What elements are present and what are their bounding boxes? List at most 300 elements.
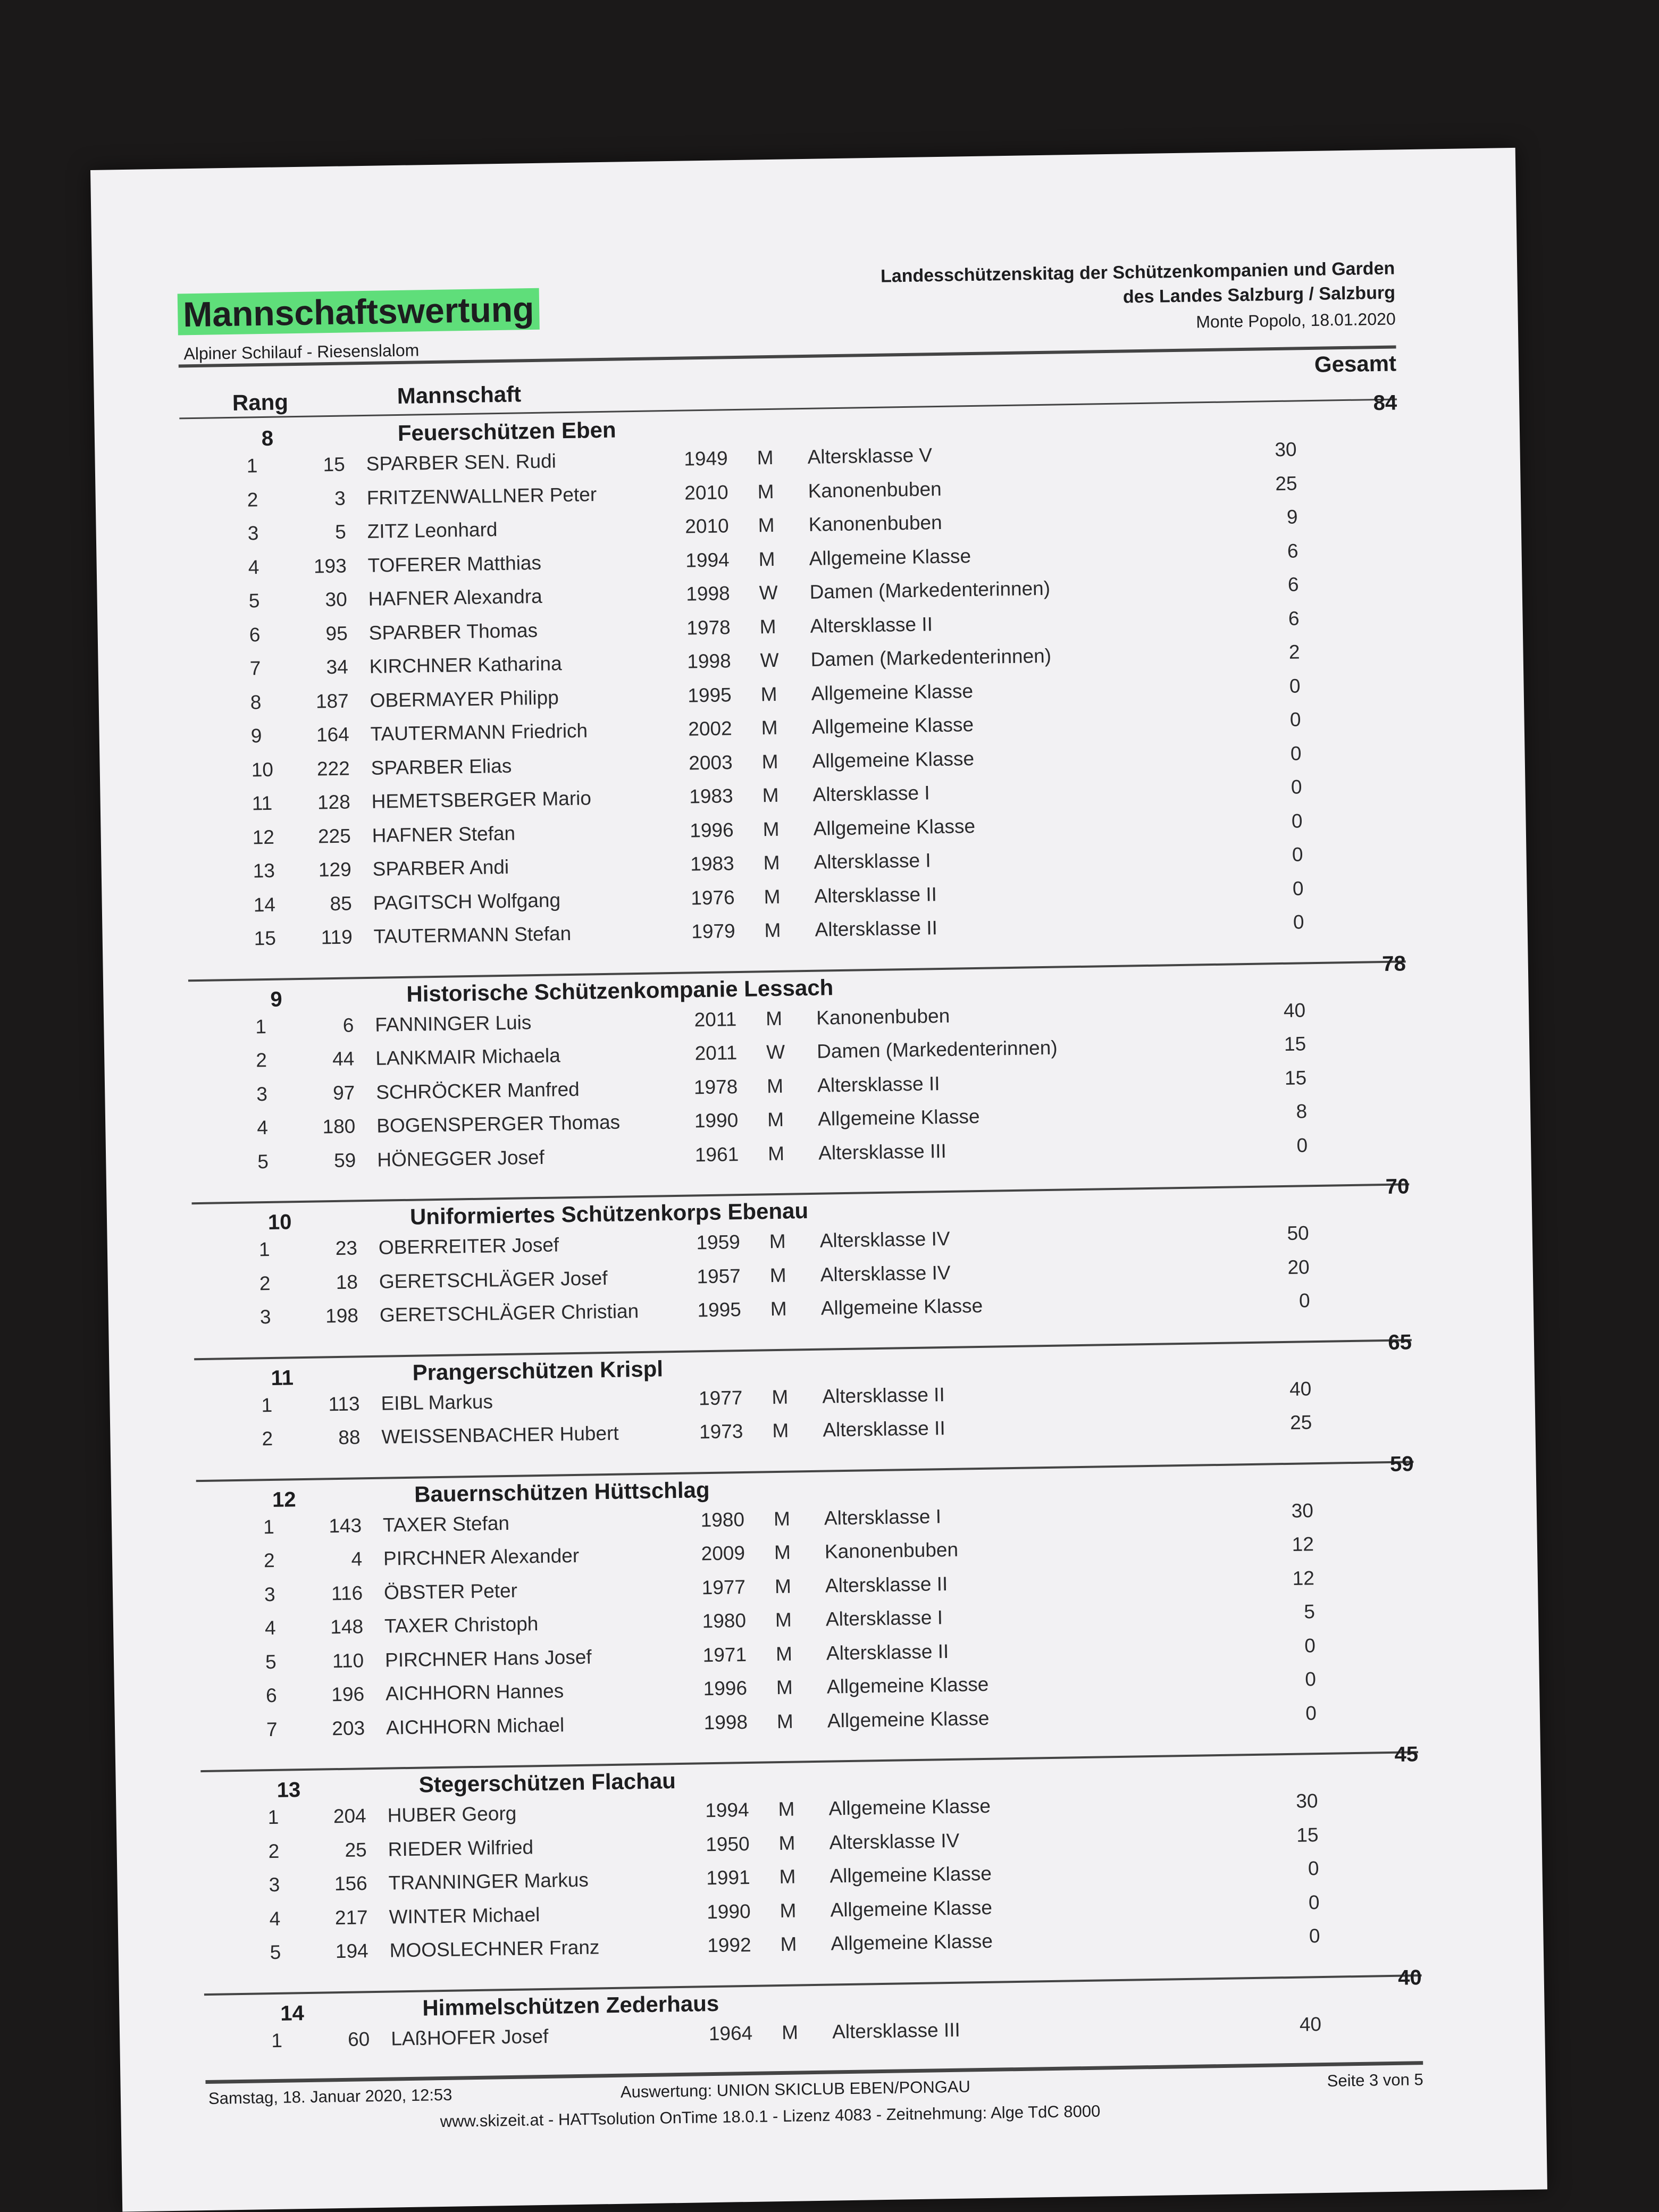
age-class: Allgemeine Klasse — [831, 1930, 993, 1955]
bib: 225 — [317, 824, 351, 847]
team-rank: 9 — [270, 987, 283, 1011]
points: 50 — [1287, 1222, 1309, 1244]
bib: 60 — [347, 2027, 370, 2050]
bib: 116 — [331, 1581, 363, 1604]
place: 2 — [259, 1272, 271, 1294]
birth-year: 1998 — [687, 650, 731, 673]
gender: M — [769, 1230, 786, 1253]
gender: M — [776, 1676, 793, 1699]
bib: 30 — [325, 588, 348, 611]
bib: 4 — [351, 1548, 363, 1570]
place: 5 — [257, 1150, 269, 1172]
age-class: Altersklasse I — [812, 782, 930, 806]
athlete-name: EIBL Markus — [381, 1390, 493, 1414]
gender: M — [767, 1108, 784, 1131]
place: 2 — [262, 1427, 273, 1450]
team-rank: 11 — [271, 1365, 294, 1390]
points: 5 — [1303, 1601, 1316, 1623]
birth-year: 2010 — [684, 481, 728, 504]
place: 2 — [268, 1840, 280, 1862]
points: 40 — [1283, 999, 1306, 1021]
age-class: Damen (Markedenterinnen) — [816, 1036, 1058, 1062]
athlete-name: PAGITSCH Wolfgang — [373, 889, 561, 914]
athlete-name: WEISSENBACHER Hubert — [381, 1422, 619, 1448]
points: 6 — [1287, 539, 1298, 562]
gender: M — [772, 1419, 789, 1442]
gender: M — [775, 1643, 793, 1665]
birth-year: 1991 — [706, 1866, 750, 1889]
team-rank: 8 — [261, 426, 274, 451]
athlete-name: FRITZENWALLNER Peter — [366, 483, 597, 509]
birth-year: 1961 — [694, 1143, 739, 1166]
birth-year: 1971 — [702, 1643, 747, 1666]
place: 1 — [255, 1015, 267, 1037]
bib: 15 — [323, 453, 346, 476]
age-class: Damen (Markedenterinnen) — [809, 577, 1051, 603]
athlete-name: TRANNINGER Markus — [388, 1869, 589, 1894]
place: 13 — [253, 859, 275, 882]
athlete-name: OBERREITER Josef — [378, 1234, 559, 1259]
points: 0 — [1293, 911, 1304, 933]
place: 11 — [252, 792, 273, 815]
age-class: Altersklasse II — [817, 1072, 940, 1096]
age-class: Altersklasse II — [814, 883, 937, 907]
gender: M — [775, 1608, 792, 1631]
points: 8 — [1296, 1100, 1308, 1122]
birth-year: 1959 — [696, 1231, 741, 1254]
birth-year: 1998 — [703, 1711, 748, 1733]
age-class: Kanonenbuben — [824, 1538, 959, 1563]
points: 30 — [1291, 1499, 1314, 1522]
points: 12 — [1292, 1533, 1314, 1555]
team-name: Prangerschützen Krispl — [412, 1355, 664, 1385]
points: 25 — [1275, 472, 1297, 495]
age-class: Allgemeine Klasse — [811, 714, 974, 738]
gender: M — [761, 750, 778, 773]
age-class: Allgemeine Klasse — [817, 1105, 980, 1130]
athlete-name: FANNINGER Luis — [374, 1011, 532, 1036]
bib: 164 — [316, 723, 350, 746]
athlete-name: PIRCHNER Alexander — [383, 1544, 580, 1570]
page-title: Mannschaftswertung — [178, 288, 540, 336]
athlete-name: HEMETSBERGER Mario — [371, 787, 592, 812]
birth-year: 1978 — [686, 616, 731, 639]
place: 5 — [270, 1941, 281, 1964]
birth-year: 1983 — [689, 785, 733, 808]
age-class: Altersklasse II — [822, 1383, 945, 1407]
team-total: 59 — [1389, 1452, 1414, 1476]
gender: M — [774, 1541, 791, 1564]
athlete-name: ZITZ Leonhard — [367, 518, 498, 542]
bib: 222 — [316, 757, 350, 780]
team-name: Himmelschützen Zederhaus — [422, 1990, 719, 2021]
bib: 119 — [321, 926, 353, 949]
team-rank: 13 — [276, 1778, 301, 1802]
place: 2 — [256, 1049, 267, 1071]
age-class: Altersklasse I — [825, 1606, 943, 1630]
age-class: Altersklasse III — [818, 1139, 947, 1164]
place: 1 — [271, 2029, 283, 2051]
column-header-rule — [179, 398, 1397, 419]
athlete-name: ÖBSTER Peter — [383, 1579, 518, 1604]
age-class: Altersklasse II — [815, 917, 938, 941]
points: 0 — [1308, 1891, 1320, 1913]
team-rank: 12 — [272, 1487, 296, 1512]
gender: W — [759, 581, 778, 604]
age-class: Kanonenbuben — [816, 1004, 950, 1029]
event-line-1: Landesschützenskitag der Schützenkompanien und Garden — [880, 258, 1395, 287]
points: 0 — [1304, 1634, 1316, 1656]
place: 5 — [248, 590, 260, 612]
gender: M — [762, 784, 779, 807]
athlete-name: SPARBER Elias — [371, 755, 512, 779]
team-separator — [194, 1339, 1412, 1360]
bib: 128 — [317, 791, 351, 814]
points: 0 — [1292, 877, 1304, 900]
team-rank: 10 — [267, 1210, 292, 1234]
athlete-name: LANKMAIR Michaela — [375, 1044, 561, 1069]
athlete-name: KIRCHNER Katharina — [369, 652, 562, 677]
gender: M — [758, 548, 775, 570]
gender: M — [757, 480, 774, 502]
points: 0 — [1291, 776, 1302, 798]
points: 0 — [1298, 1289, 1310, 1312]
birth-year: 1980 — [700, 1508, 745, 1531]
birth-year: 2011 — [694, 1042, 738, 1065]
footer-evaluation: Auswertung: UNION SKICLUB EBEN/PONGAU — [620, 2077, 971, 2101]
athlete-name: LAßHOFER Josef — [390, 2025, 549, 2050]
bib: 85 — [330, 892, 353, 915]
age-class: Allgemeine Klasse — [820, 1294, 983, 1319]
bib: 198 — [325, 1304, 359, 1327]
place: 5 — [265, 1650, 276, 1673]
footer-page: Seite 3 von 5 — [1327, 2070, 1423, 2090]
age-class: Altersklasse II — [825, 1572, 948, 1597]
athlete-name: OBERMAYER Philipp — [370, 686, 559, 711]
gender: M — [758, 514, 775, 537]
points: 12 — [1292, 1566, 1315, 1589]
birth-year: 1994 — [685, 548, 730, 572]
col-header-rank: Rang — [232, 389, 289, 415]
bib: 148 — [330, 1615, 364, 1638]
bib: 204 — [333, 1805, 366, 1828]
bib: 3 — [334, 487, 346, 509]
gender: M — [761, 716, 778, 739]
points: 6 — [1288, 607, 1300, 630]
place: 1 — [267, 1806, 279, 1829]
age-class: Allgemeine Klasse — [812, 747, 975, 772]
team-rank: 14 — [280, 2001, 305, 2025]
athlete-name: AICHHORN Michael — [386, 1713, 565, 1739]
athlete-name: SPARBER SEN. Rudi — [366, 450, 557, 475]
team-name: Uniformiertes Schützenkorps Ebenau — [409, 1198, 809, 1229]
results-sheet — [90, 148, 1547, 2212]
bib: 180 — [322, 1115, 356, 1138]
birth-year: 1980 — [702, 1609, 747, 1632]
place: 7 — [266, 1718, 278, 1740]
bib: 194 — [335, 1940, 368, 1963]
team-total: 40 — [1397, 1965, 1422, 1990]
birth-year: 2009 — [701, 1541, 745, 1565]
age-class: Allgemeine Klasse — [813, 815, 976, 840]
birth-year: 2011 — [694, 1008, 737, 1030]
birth-year: 1950 — [705, 1832, 750, 1855]
bib: 156 — [334, 1872, 367, 1895]
place: 4 — [248, 556, 259, 578]
gender: M — [763, 818, 780, 840]
bib: 187 — [315, 689, 349, 712]
team-separator — [200, 1751, 1418, 1772]
place: 3 — [269, 1873, 280, 1896]
bib: 95 — [325, 622, 348, 644]
place: 4 — [257, 1116, 269, 1139]
athlete-name: HUBER Georg — [387, 1802, 517, 1826]
age-class: Altersklasse II — [823, 1417, 945, 1441]
gender: M — [781, 2021, 799, 2043]
footer-credits: www.skizeit.at - HATTsolution OnTime 18.0.1 - Lizenz 4083 - Zeitnehmung: Alge TdC 8000 — [440, 2101, 1101, 2131]
bib: 6 — [342, 1013, 354, 1036]
age-class: Altersklasse V — [807, 444, 933, 468]
age-class: Allgemeine Klasse — [826, 1673, 989, 1698]
event-header — [881, 256, 1396, 313]
gender: M — [774, 1575, 792, 1597]
bib: 5 — [334, 521, 347, 543]
points: 0 — [1296, 1134, 1308, 1157]
age-class: Allgemeine Klasse — [811, 680, 974, 705]
gender: M — [776, 1710, 794, 1732]
gender: M — [770, 1297, 787, 1320]
athlete-name: MOOSLECHNER Franz — [389, 1936, 600, 1962]
place: 1 — [246, 455, 258, 477]
gender: M — [778, 1832, 795, 1854]
athlete-name: RIEDER Wilfried — [388, 1836, 534, 1861]
birth-year: 1990 — [706, 1900, 751, 1923]
athlete-name: SPARBER Thomas — [368, 619, 538, 644]
birth-year: 2002 — [688, 717, 732, 740]
points: 0 — [1308, 1857, 1319, 1880]
points: 9 — [1286, 506, 1298, 528]
gender: M — [779, 1865, 796, 1888]
birth-year: 1978 — [693, 1075, 738, 1098]
points: 0 — [1305, 1702, 1317, 1724]
bib: 193 — [313, 555, 347, 577]
gender: M — [769, 1264, 786, 1286]
place: 14 — [253, 893, 276, 916]
place: 7 — [249, 657, 261, 680]
athlete-name: TOFERER Matthias — [367, 551, 542, 576]
athlete-name: HAFNER Alexandra — [368, 585, 542, 610]
age-class: Altersklasse IV — [819, 1227, 950, 1252]
bib: 23 — [335, 1237, 358, 1260]
col-header-team: Mannschaft — [397, 381, 522, 408]
birth-year: 1995 — [697, 1298, 742, 1321]
place: 15 — [254, 927, 276, 950]
birth-year: 1995 — [688, 683, 732, 706]
athlete-name: HAFNER Stefan — [372, 822, 516, 847]
bib: 196 — [331, 1683, 365, 1706]
points: 20 — [1287, 1255, 1310, 1278]
points: 40 — [1299, 2013, 1322, 2035]
place: 3 — [256, 1083, 268, 1105]
points: 0 — [1290, 742, 1302, 765]
bib: 129 — [318, 858, 352, 881]
athlete-name: SPARBER Andi — [372, 856, 509, 880]
gender: M — [765, 1007, 783, 1029]
place: 2 — [263, 1549, 275, 1572]
points: 0 — [1292, 843, 1303, 866]
team-separator — [204, 1974, 1422, 1996]
venue-date: Monte Popolo, 18.01.2020 — [1196, 309, 1396, 332]
birth-year: 1949 — [684, 447, 728, 470]
bib: 143 — [329, 1514, 362, 1537]
birth-year: 1979 — [691, 920, 735, 943]
age-class: Kanonenbuben — [808, 511, 942, 535]
gender: M — [760, 683, 777, 705]
points: 30 — [1295, 1790, 1318, 1812]
bib: 18 — [336, 1270, 358, 1293]
team-separator — [196, 1461, 1414, 1482]
birth-year: 1964 — [708, 2022, 753, 2045]
team-total: 84 — [1373, 391, 1397, 415]
bib: 59 — [333, 1149, 356, 1171]
gender: W — [766, 1041, 785, 1063]
points: 0 — [1289, 674, 1301, 697]
place: 9 — [250, 725, 262, 747]
age-class: Altersklasse II — [810, 613, 933, 637]
place: 8 — [250, 691, 262, 713]
athlete-name: BOGENSPERGER Thomas — [376, 1111, 621, 1137]
place: 1 — [258, 1238, 270, 1261]
age-class: Altersklasse IV — [820, 1261, 951, 1286]
athlete-name: TAUTERMANN Stefan — [373, 922, 572, 948]
birth-year: 1983 — [690, 852, 734, 875]
athlete-name: TAXER Christoph — [384, 1613, 539, 1637]
points: 0 — [1304, 1668, 1317, 1690]
gender: M — [763, 851, 780, 874]
place: 3 — [264, 1583, 276, 1605]
team-total: 70 — [1385, 1175, 1410, 1199]
place: 10 — [251, 758, 274, 781]
birth-year: 1996 — [703, 1677, 748, 1700]
points: 0 — [1289, 708, 1301, 731]
athlete-name: HÖNEGGER Josef — [376, 1146, 545, 1171]
gender: M — [772, 1386, 789, 1408]
points: 2 — [1288, 641, 1300, 663]
points: 15 — [1284, 1066, 1307, 1089]
points: 15 — [1296, 1823, 1319, 1846]
points: 0 — [1309, 1925, 1320, 1947]
place: 1 — [261, 1394, 273, 1416]
team-name: Historische Schützenkompanie Lessach — [406, 974, 834, 1007]
gender: M — [780, 1899, 797, 1922]
age-class: Allgemeine Klasse — [809, 544, 971, 569]
team-total: 65 — [1388, 1330, 1412, 1354]
birth-year: 1976 — [690, 886, 735, 909]
place: 6 — [249, 623, 261, 646]
place: 6 — [265, 1684, 277, 1707]
birth-year: 1957 — [697, 1264, 741, 1287]
bib: 203 — [332, 1716, 365, 1739]
age-class: Allgemeine Klasse — [830, 1896, 993, 1921]
birth-year: 2003 — [689, 751, 733, 774]
athlete-name: GERETSCHLÄGER Christian — [379, 1300, 639, 1326]
athlete-name: TAXER Stefan — [382, 1512, 510, 1536]
birth-year: 1977 — [698, 1386, 743, 1409]
athlete-name: PIRCHNER Hans Josef — [384, 1646, 592, 1671]
age-class: Altersklasse I — [824, 1505, 942, 1529]
team-total: 78 — [1381, 951, 1406, 976]
place: 3 — [259, 1305, 271, 1328]
gender: M — [766, 1075, 784, 1097]
gender: M — [767, 1142, 785, 1164]
place: 3 — [247, 522, 259, 544]
bib: 25 — [345, 1838, 367, 1861]
bib: 97 — [332, 1081, 355, 1104]
place: 4 — [269, 1907, 281, 1930]
col-header-total: Gesamt — [1314, 350, 1397, 377]
athlete-name: WINTER Michael — [389, 1903, 540, 1928]
age-class: Allgemeine Klasse — [827, 1707, 990, 1732]
points: 15 — [1284, 1033, 1306, 1055]
bib: 34 — [326, 656, 349, 678]
points: 0 — [1291, 809, 1303, 832]
team-name: Feuerschützen Eben — [397, 417, 616, 446]
team-name: Stegerschützen Flachau — [418, 1768, 676, 1797]
footer-datetime: Samstag, 18. Januar 2020, 12:53 — [208, 2085, 453, 2108]
age-class: Altersklasse III — [832, 2018, 961, 2043]
gender: M — [764, 885, 781, 908]
bib: 110 — [332, 1649, 364, 1672]
birth-year: 2010 — [685, 515, 729, 538]
place: 1 — [263, 1515, 275, 1538]
age-class: Kanonenbuben — [808, 477, 942, 502]
birth-year: 1994 — [705, 1798, 749, 1822]
gender: M — [759, 615, 776, 638]
points: 30 — [1275, 438, 1297, 461]
age-class: Altersklasse IV — [829, 1829, 960, 1854]
bib: 113 — [328, 1392, 360, 1415]
points: 6 — [1287, 573, 1299, 596]
discipline-subtitle: Alpiner Schilauf - Riesenslalom — [183, 340, 420, 364]
birth-year: 1977 — [701, 1576, 746, 1598]
gender: M — [780, 1933, 797, 1956]
bib: 217 — [334, 1906, 368, 1929]
place: 12 — [252, 826, 275, 848]
bib: 88 — [338, 1426, 361, 1448]
points: 25 — [1289, 1411, 1312, 1434]
place: 2 — [247, 488, 258, 510]
gender: W — [760, 649, 779, 672]
gender: M — [778, 1798, 795, 1821]
age-class: Altersklasse I — [814, 849, 931, 873]
team-total: 45 — [1394, 1742, 1419, 1766]
athlete-name: AICHHORN Hannes — [385, 1680, 564, 1705]
age-class: Altersklasse II — [826, 1640, 949, 1664]
birth-year: 1992 — [707, 1933, 751, 1957]
place: 4 — [264, 1616, 276, 1639]
birth-year: 1998 — [686, 582, 730, 605]
age-class: Damen (Markedenterinnen) — [810, 644, 1052, 671]
gender: M — [757, 446, 774, 469]
event-line-2: des Landes Salzburg / Salzburg — [1122, 282, 1396, 307]
gender: M — [764, 919, 781, 942]
team-name: Bauernschützen Hüttschlag — [414, 1477, 710, 1507]
athlete-name: GERETSCHLÄGER Josef — [379, 1267, 608, 1293]
athlete-name: SCHRÖCKER Manfred — [375, 1078, 580, 1103]
birth-year: 1996 — [690, 818, 734, 841]
age-class: Allgemeine Klasse — [828, 1795, 991, 1820]
gender: M — [773, 1507, 791, 1530]
